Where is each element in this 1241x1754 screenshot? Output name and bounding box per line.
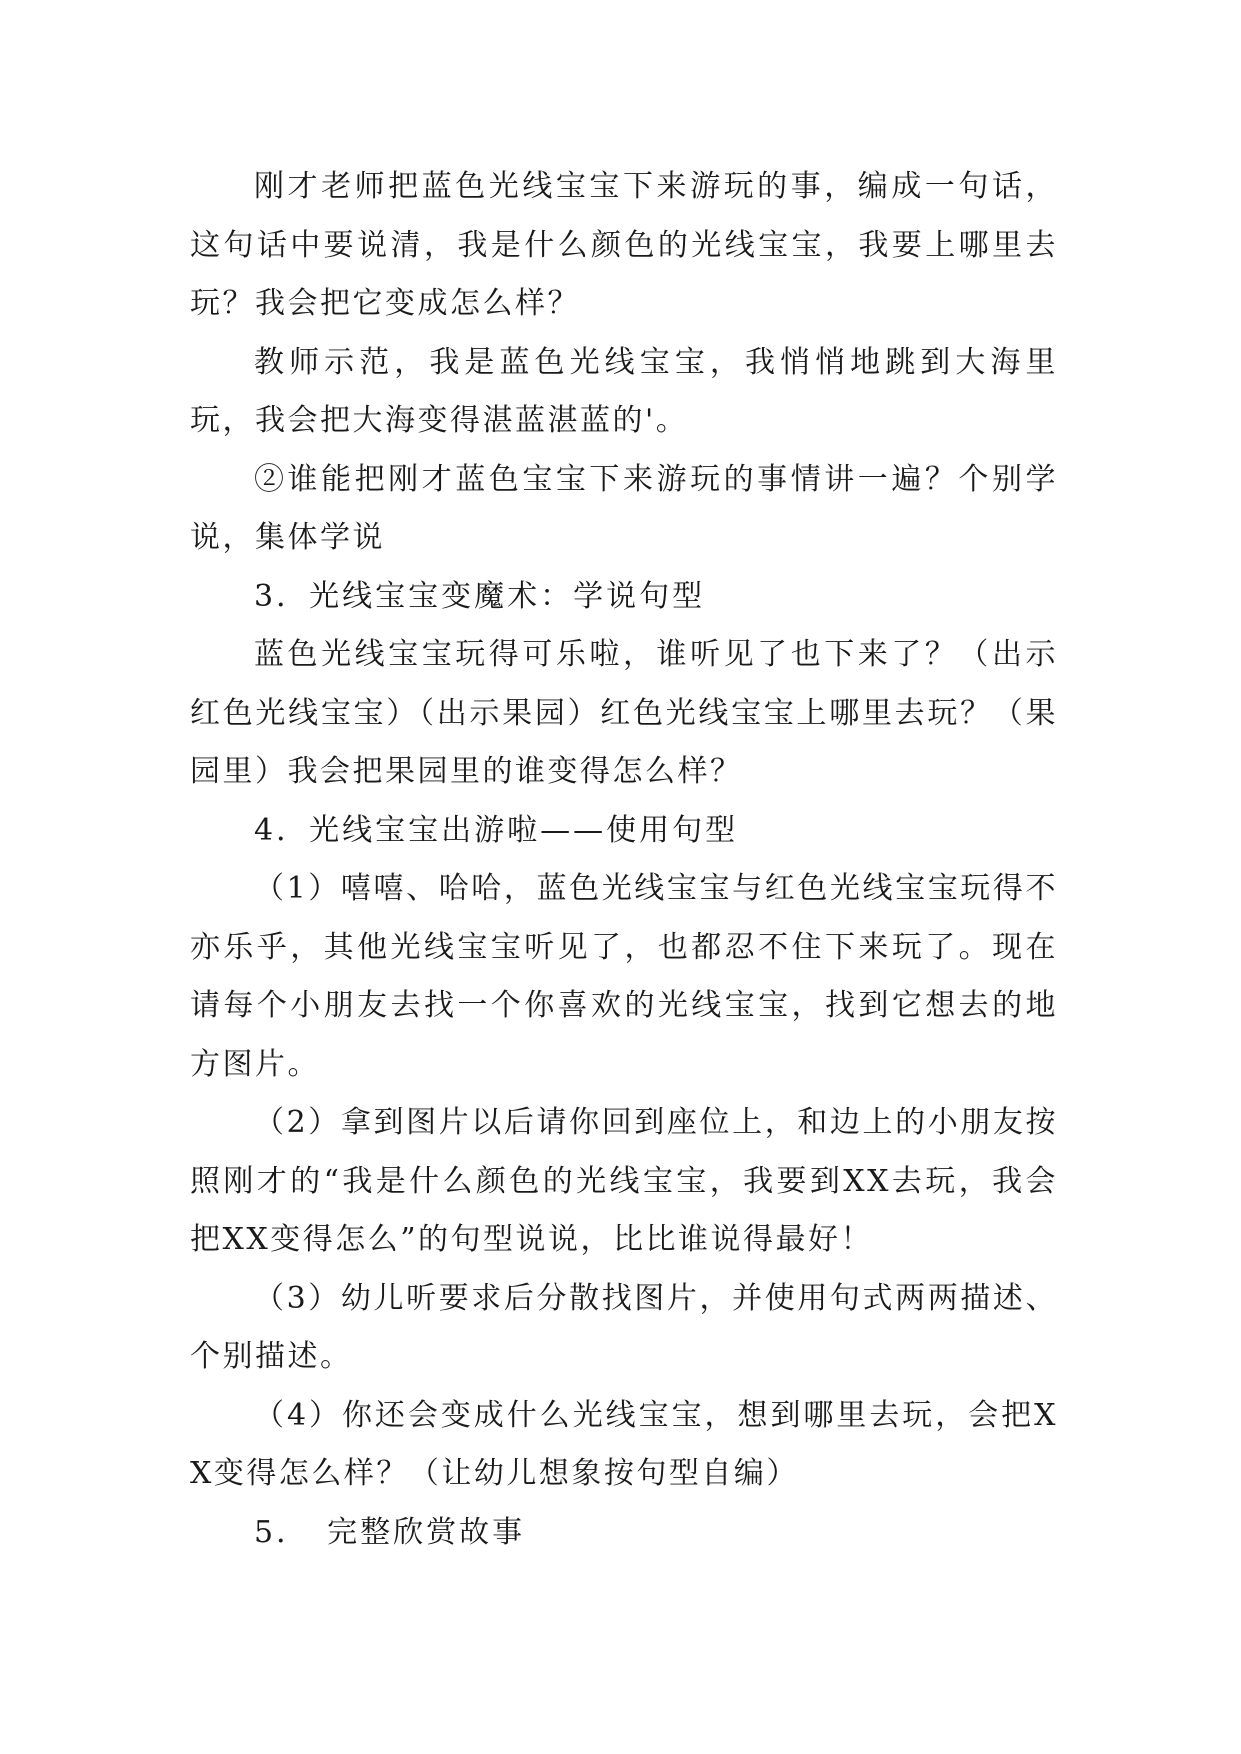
paragraph-retell-question: ②谁能把刚才蓝色宝宝下来游玩的事情讲一遍？个别学说，集体学说 xyxy=(190,461,1058,555)
paragraph-step-2: （2）拿到图片以后请你回到座位上，和边上的小朋友按照刚才的“我是什么颜色的光线宝宝，我要到XX去玩，我会把XX变得怎么”的句型说说，比比谁说得最好！ xyxy=(190,1105,1058,1257)
paragraph-step-1: （1）嘻嘻、哈哈，蓝色光线宝宝与红色光线宝宝玩得不亦乐乎，其他光线宝宝听见了，也都忍不住下来玩了。现在请每个小朋友去找一个你喜欢的光线宝宝，找到它想去的地方图片。 xyxy=(190,871,1058,1082)
paragraph-teacher-demo: 教师示范，我是蓝色光线宝宝，我悄悄地跳到大海里玩，我会把大海变得湛蓝湛蓝的'。 xyxy=(190,344,1058,438)
paragraph-step-3: （3）幼儿听要求后分散找图片，并使用句式两两描述、个别描述。 xyxy=(190,1280,1058,1374)
section-heading-5: 5． 完整欣赏故事 xyxy=(254,1514,526,1550)
document-body xyxy=(190,158,1058,1562)
paragraph-teacher-sentence-intro: 刚才老师把蓝色光线宝宝下来游玩的事，编成一句话，这句话中要说清，我是什么颜色的光线宝宝，我要上哪里去玩？我会把它变成怎么样？ xyxy=(190,169,1058,321)
section-heading-4: 4．光线宝宝出游啦——使用句型 xyxy=(254,812,739,848)
paragraph-step-4: （4）你还会变成什么光线宝宝，想到哪里去玩，会把XX变得怎么样？（让幼儿想象按句型自编） xyxy=(190,1397,1058,1491)
paragraph-red-light-baby: 蓝色光线宝宝玩得可乐啦，谁听见了也下来了？（出示红色光线宝宝）（出示果园）红色光线宝宝上哪里去玩？（果园里）我会把果园里的谁变得怎么样？ xyxy=(190,637,1058,789)
section-heading-3: 3．光线宝宝变魔术：学说句型 xyxy=(254,578,706,614)
